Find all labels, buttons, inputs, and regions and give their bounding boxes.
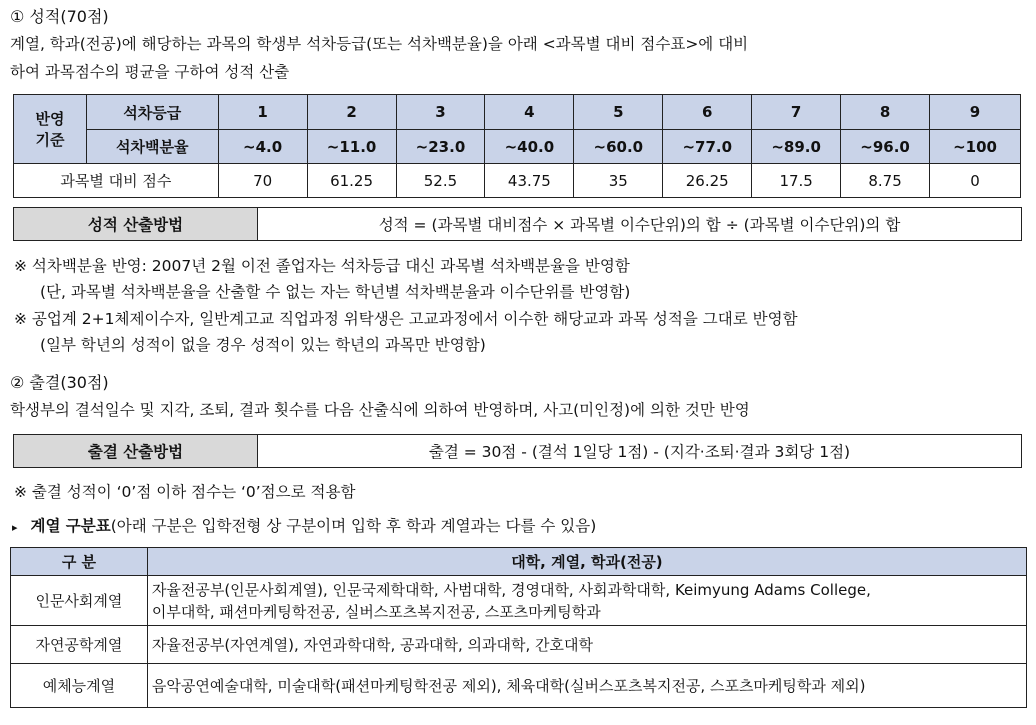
percentile-cell: ~60.0: [574, 130, 663, 164]
section2-title: ② 출결(30점): [10, 373, 109, 392]
category-subtitle: (아래 구분은 입학전형 상 구분이며 입학 후 학과 계열과는 다를 수 있음): [110, 517, 597, 535]
section1-desc-line1: 계열, 학과(전공)에 해당하는 과목의 학생부 석차등급(또는 석차백분율)을 아래 <과목별 대비 점수표>에 대비: [10, 35, 749, 53]
category-header-departments: 대학, 계열, 학과(전공): [147, 548, 1026, 576]
note-vocational-detail: (일부 학년의 성적이 없을 경우 성적이 있는 학년의 과목만 반영함): [40, 336, 486, 354]
grade-cell: 9: [930, 95, 1021, 130]
score-cell: 35: [574, 164, 663, 198]
percentile-cell: ~23.0: [396, 130, 485, 164]
grade-cell: 6: [663, 95, 752, 130]
note-percentile-detail: (단, 과목별 석차백분율을 산출할 수 없는 자는 학년별 석차백분율과 이수단위를 반영함): [40, 283, 631, 301]
note-attend: ※ 출결 성적이 ‘0’점 이하 점수는 ‘0’점으로 적용함: [14, 483, 356, 501]
attend-method-formula: 출결 = 30점 - (결석 1일당 1점) - (지각·조퇴·결과 3회당 1점): [428, 443, 851, 461]
percentile-cell: ~100: [930, 130, 1021, 164]
attend-method-label: 출결 산출방법: [14, 435, 258, 467]
table-row: [11, 576, 1027, 626]
grade-cell: 7: [752, 95, 841, 130]
note-percentile: ※ 석차백분율 반영: 2007년 2월 이전 졸업자는 석차등급 대신 과목별 석차백분율을 반영함: [14, 257, 630, 275]
grade-cell: 5: [574, 95, 663, 130]
section2-desc: 학생부의 결석일수 및 지각, 조퇴, 결과 횟수를 다음 산출식에 의하여 반영하며, 사고(미인정)에 의한 것만 반영: [10, 401, 750, 419]
grade-row-label: 석차등급: [86, 95, 218, 130]
grade-method-label: 성적 산출방법: [14, 208, 258, 240]
score-row-label: 과목별 대비 점수: [14, 164, 219, 198]
grade-table-corner: 반영 기준: [14, 95, 87, 164]
section1-desc-line2: 하여 과목점수의 평균을 구하여 성적 산출: [10, 63, 290, 81]
score-cell: 0: [930, 164, 1021, 198]
grade-method-box: [13, 207, 1022, 241]
score-cell: 43.75: [485, 164, 574, 198]
score-cell: 8.75: [841, 164, 930, 198]
percentile-cell: ~11.0: [307, 130, 396, 164]
percentile-cell: ~4.0: [218, 130, 307, 164]
category-table: [10, 547, 1027, 708]
percentile-cell: ~77.0: [663, 130, 752, 164]
grade-score-table: [13, 94, 1021, 198]
score-cell: 52.5: [396, 164, 485, 198]
percentile-row-label: 석차백분율: [86, 130, 218, 164]
category-name: 자연공학계열: [11, 626, 148, 664]
category-departments: 자율전공부(인문사회계열), 인문국제학대학, 사범대학, 경영대학, 사회과학대학, Keimyung Adams College, 이부대학, 패션마케팅학전공, 실버스포츠복지전공, 스포츠마케팅학과: [147, 576, 1026, 626]
grade-cell: 8: [841, 95, 930, 130]
category-heading: [12, 514, 596, 536]
category-departments: 음악공연예술대학, 미술대학(패션마케팅학전공 제외), 체육대학(실버스포츠복지전공, 스포츠마케팅학과 제외): [147, 664, 1026, 708]
category-header-division: 구 분: [11, 548, 148, 576]
score-cell: 61.25: [307, 164, 396, 198]
grade-cell: 4: [485, 95, 574, 130]
grade-cell: 3: [396, 95, 485, 130]
section1-title: ① 성적(70점): [10, 7, 109, 26]
grade-cell: 1: [218, 95, 307, 130]
percentile-cell: ~40.0: [485, 130, 574, 164]
table-row: [11, 626, 1027, 664]
percentile-cell: ~89.0: [752, 130, 841, 164]
category-name: 인문사회계열: [11, 576, 148, 626]
grade-method-formula: 성적 = (과목별 대비점수 × 과목별 이수단위)의 합 ÷ (과목별 이수단위)의 합: [378, 216, 901, 234]
grade-cell: 2: [307, 95, 396, 130]
table-row: [11, 664, 1027, 708]
category-departments: 자율전공부(자연계열), 자연과학대학, 공과대학, 의과대학, 간호대학: [147, 626, 1026, 664]
score-cell: 17.5: [752, 164, 841, 198]
attend-method-box: [13, 434, 1022, 468]
percentile-cell: ~96.0: [841, 130, 930, 164]
note-vocational: ※ 공업계 2+1체제이수자, 일반계고교 직업과정 위탁생은 고교과정에서 이수한 해당교과 과목 성적을 그대로 반영함: [14, 310, 798, 328]
score-cell: 26.25: [663, 164, 752, 198]
category-name: 예체능계열: [11, 664, 148, 708]
score-cell: 70: [218, 164, 307, 198]
category-title: 계열 구분표: [30, 517, 111, 535]
triangle-bullet-icon: ▸: [12, 521, 18, 534]
